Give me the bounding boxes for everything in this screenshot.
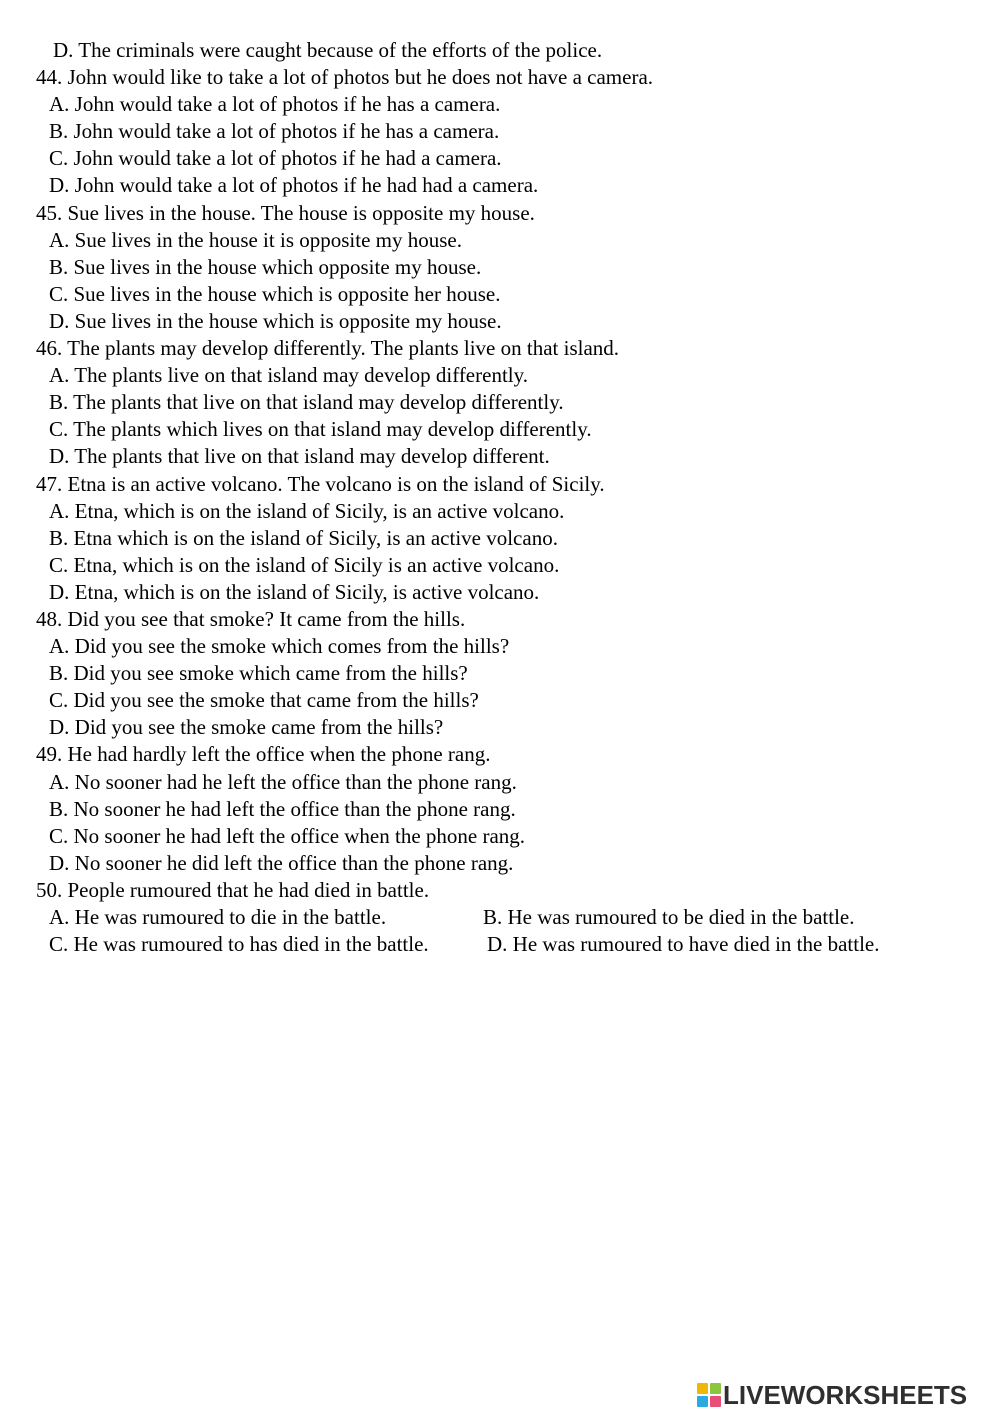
question-44-option-d: D. John would take a lot of photos if he had had a camera.: [49, 173, 539, 198]
question-46-option-c: C. The plants which lives on that island may develop differently.: [49, 417, 592, 442]
question-45-option-b: B. Sue lives in the house which opposite my house.: [49, 254, 482, 279]
question-49-option-a: A. No sooner had he left the office than the phone rang.: [49, 769, 517, 794]
question-45-option-a: A. Sue lives in the house it is opposite my house.: [49, 227, 462, 252]
liveworksheets-logo-icon: [697, 1383, 721, 1407]
logo-square-2: [710, 1383, 721, 1394]
question-48-option-d: D. Did you see the smoke came from the hills?: [49, 715, 444, 740]
question-47-option-b: B. Etna which is on the island of Sicily, is an active volcano.: [49, 525, 558, 550]
logo-square-1: [697, 1383, 708, 1394]
question-48-option-c: C. Did you see the smoke that came from the hills?: [49, 688, 479, 713]
logo-square-4: [710, 1396, 721, 1407]
question-48-option-b: B. Did you see smoke which came from the hills?: [49, 661, 468, 686]
question-45-option-c: C. Sue lives in the house which is opposite her house.: [49, 281, 501, 306]
question-44-option-a: A. John would take a lot of photos if he has a camera.: [49, 92, 501, 117]
question-49-option-c: C. No sooner he had left the office when the phone rang.: [49, 823, 526, 848]
question-46-option-a: A. The plants live on that island may develop differently.: [49, 363, 529, 388]
question-48-option-a: A. Did you see the smoke which comes from the hills?: [49, 634, 510, 659]
question-44-option-b: B. John would take a lot of photos if he has a camera.: [49, 119, 500, 144]
question-47-option-c: C. Etna, which is on the island of Sicily is an active volcano.: [49, 552, 560, 577]
question-45-stem: 45. Sue lives in the house. The house is opposite my house.: [36, 200, 535, 225]
question-50-option-b: B. He was rumoured to be died in the battle.: [483, 905, 855, 929]
question-49-option-d: D. No sooner he did left the office than the phone rang.: [49, 850, 514, 875]
question-47-option-d: D. Etna, which is on the island of Sicily, is active volcano.: [49, 579, 540, 604]
question-49-stem: 49. He had hardly left the office when the phone rang.: [36, 742, 491, 767]
liveworksheets-logo-text: LIVEWORKSHEETS: [723, 1379, 968, 1410]
question-50-option-c: C. He was rumoured to has died in the battle.: [49, 932, 429, 957]
liveworksheets-logo: [697, 1380, 967, 1410]
logo-square-3: [697, 1396, 708, 1407]
question-45-option-d: D. Sue lives in the house which is opposite my house.: [49, 308, 502, 333]
question-48-stem: 48. Did you see that smoke? It came from the hills.: [36, 606, 466, 631]
question-50-options-row-1: [36, 904, 976, 931]
question-list: [36, 37, 976, 958]
question-50-options-row-2: [36, 931, 976, 958]
question-46-option-d: D. The plants that live on that island may develop different.: [49, 444, 550, 469]
question-50-option-d: D. He was rumoured to have died in the battle.: [487, 932, 880, 957]
question-50-stem: 50. People rumoured that he had died in battle.: [36, 877, 430, 902]
question-46-option-b: B. The plants that live on that island may develop differently.: [49, 390, 564, 415]
question-47-option-a: A. Etna, which is on the island of Sicily, is an active volcano.: [49, 498, 565, 523]
question-44-stem: 44. John would like to take a lot of photos but he does not have a camera.: [36, 65, 654, 90]
question-46-stem: 46. The plants may develop differently. The plants live on that island.: [36, 336, 620, 361]
previous-question-option-d: D. The criminals were caught because of the efforts of the police.: [53, 38, 603, 62]
question-49-option-b: B. No sooner he had left the office than the phone rang.: [49, 796, 516, 821]
question-47-stem: 47. Etna is an active volcano. The volcano is on the island of Sicily.: [36, 471, 605, 496]
question-50-option-a: A. He was rumoured to die in the battle.: [49, 905, 387, 929]
question-44-option-c: C. John would take a lot of photos if he had a camera.: [49, 146, 502, 171]
